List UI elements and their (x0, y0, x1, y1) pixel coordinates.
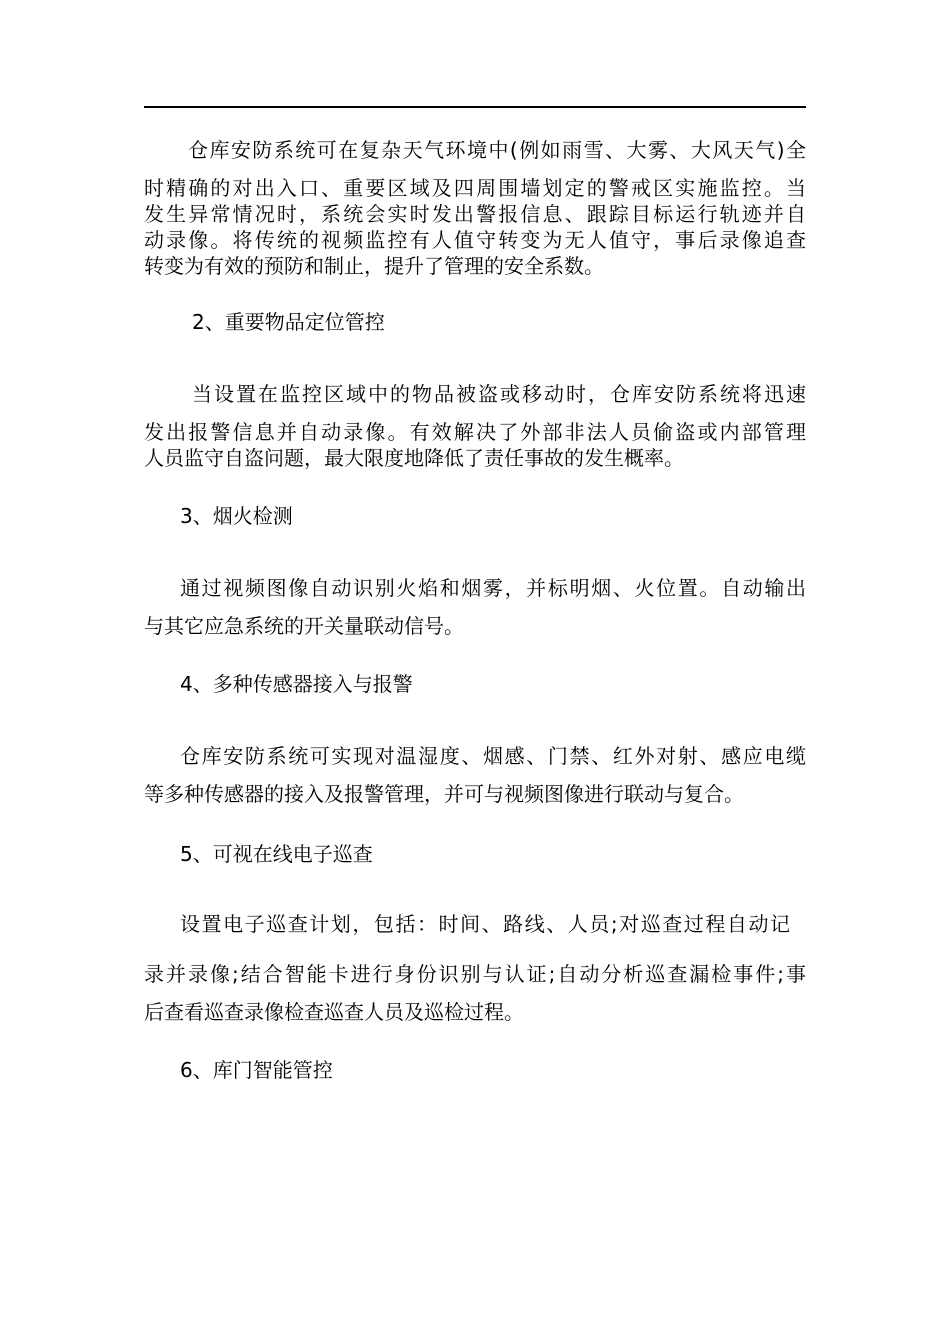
paragraph-1-line-3: 发生异常情况时，系统会实时发出警报信息、跟踪目标运行轨迹并自 (144, 202, 806, 226)
paragraph-2-line-1: 当设置在监控区域中的物品被盗或移动时，仓库安防系统将迅速 (192, 382, 806, 406)
paragraph-5-line-1: 设置电子巡查计划，包括：时间、路线、人员;对巡查过程自动记 (180, 912, 790, 936)
paragraph-5-line-2: 录并录像;结合智能卡进行身份识别与认证;自动分析巡查漏检事件;事 (144, 962, 806, 986)
paragraph-3-line-2: 与其它应急系统的开关量联动信号。 (144, 614, 464, 638)
paragraph-3-line-1: 通过视频图像自动识别火焰和烟雾，并标明烟、火位置。自动输出 (180, 576, 806, 600)
section-heading-4: 4、多种传感器接入与报警 (180, 672, 413, 696)
paragraph-2-line-3: 人员监守自盗问题，最大限度地降低了责任事故的发生概率。 (144, 446, 684, 470)
section-heading-3: 3、烟火检测 (180, 504, 293, 528)
paragraph-1-line-4: 动录像。将传统的视频监控有人值守转变为无人值守，事后录像追查 (144, 228, 806, 252)
paragraph-1-line-1: 仓库安防系统可在复杂天气环境中(例如雨雪、大雾、大风天气)全 (188, 138, 806, 162)
paragraph-4-line-1: 仓库安防系统可实现对温湿度、烟感、门禁、红外对射、感应电缆 (180, 744, 806, 768)
section-heading-6: 6、库门智能管控 (180, 1058, 333, 1082)
paragraph-2-line-2: 发出报警信息并自动录像。有效解决了外部非法人员偷盗或内部管理 (144, 420, 806, 444)
paragraph-4-line-2: 等多种传感器的接入及报警管理，并可与视频图像进行联动与复合。 (144, 782, 744, 806)
section-heading-5: 5、可视在线电子巡查 (180, 842, 373, 866)
header-rule (144, 106, 806, 108)
paragraph-1-line-2: 时精确的对出入口、重要区域及四周围墙划定的警戒区实施监控。当 (144, 176, 806, 200)
paragraph-1-line-5: 转变为有效的预防和制止，提升了管理的安全系数。 (144, 254, 604, 278)
paragraph-5-line-3: 后查看巡查录像检查巡查人员及巡检过程。 (144, 1000, 524, 1024)
section-heading-2: 2、重要物品定位管控 (192, 310, 385, 334)
